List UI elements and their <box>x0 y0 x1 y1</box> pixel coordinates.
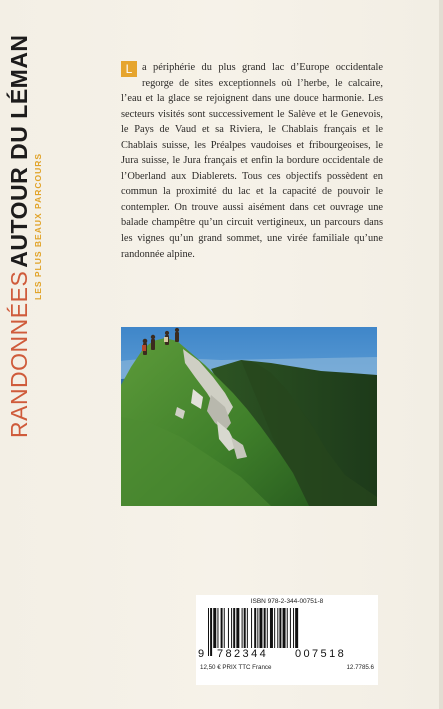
description-text <box>121 60 383 262</box>
isbn-text: ISBN 978-2-344-00751-8 <box>250 598 324 605</box>
title-light: RANDONNÉES <box>5 270 32 438</box>
spine-title-block <box>2 34 48 440</box>
product-code: 12.7785.6 <box>346 664 374 671</box>
page-edge <box>439 0 443 709</box>
price-text: 12,50 € PRIX TTC France <box>200 664 272 671</box>
mountain-lake-illustration <box>121 327 377 506</box>
description-body: a périphérie du plus grand lac d’Europe occidentale regorge de sites exceptionnels où l’herbe, le calcaire, l’eau et la glace se rejoignent dans une douce harmonie. Les secteurs visités sont successivement le Salève et le Genevois, le Pays de Vaud et sa Riviera, le Chablais français et le Chablais suisse, les Préalpes vaudoises et fribourgeoises, le Jura suisse, le Jura français et enfin la bordure occidentale de l’Oberland aux Diablerets. Tous ces objectifs possèdent en commun la proximité du lac et la capacité de pouvoir le contempler. On trouve aussi aisément dans cet ouvrage une balade champêtre qu’un circuit vertigineux, un parcours dans les vignes qu’un grand sommet, une virée familiale qu’une randonnée alpine. <box>121 62 383 260</box>
title-bold: AUTOUR DU LÉMAN <box>5 34 32 268</box>
barcode-digits-left: 782344 <box>217 648 289 660</box>
book-title <box>5 34 32 438</box>
dropcap-letter: L <box>121 61 137 77</box>
barcode-block <box>196 595 378 685</box>
barcode-digits-right: 007518 <box>295 648 369 660</box>
mountain-photo <box>121 327 377 506</box>
book-subtitle: LES PLUS BEAUX PARCOURS <box>32 152 43 300</box>
barcode-digit-first: 9 <box>198 648 205 660</box>
